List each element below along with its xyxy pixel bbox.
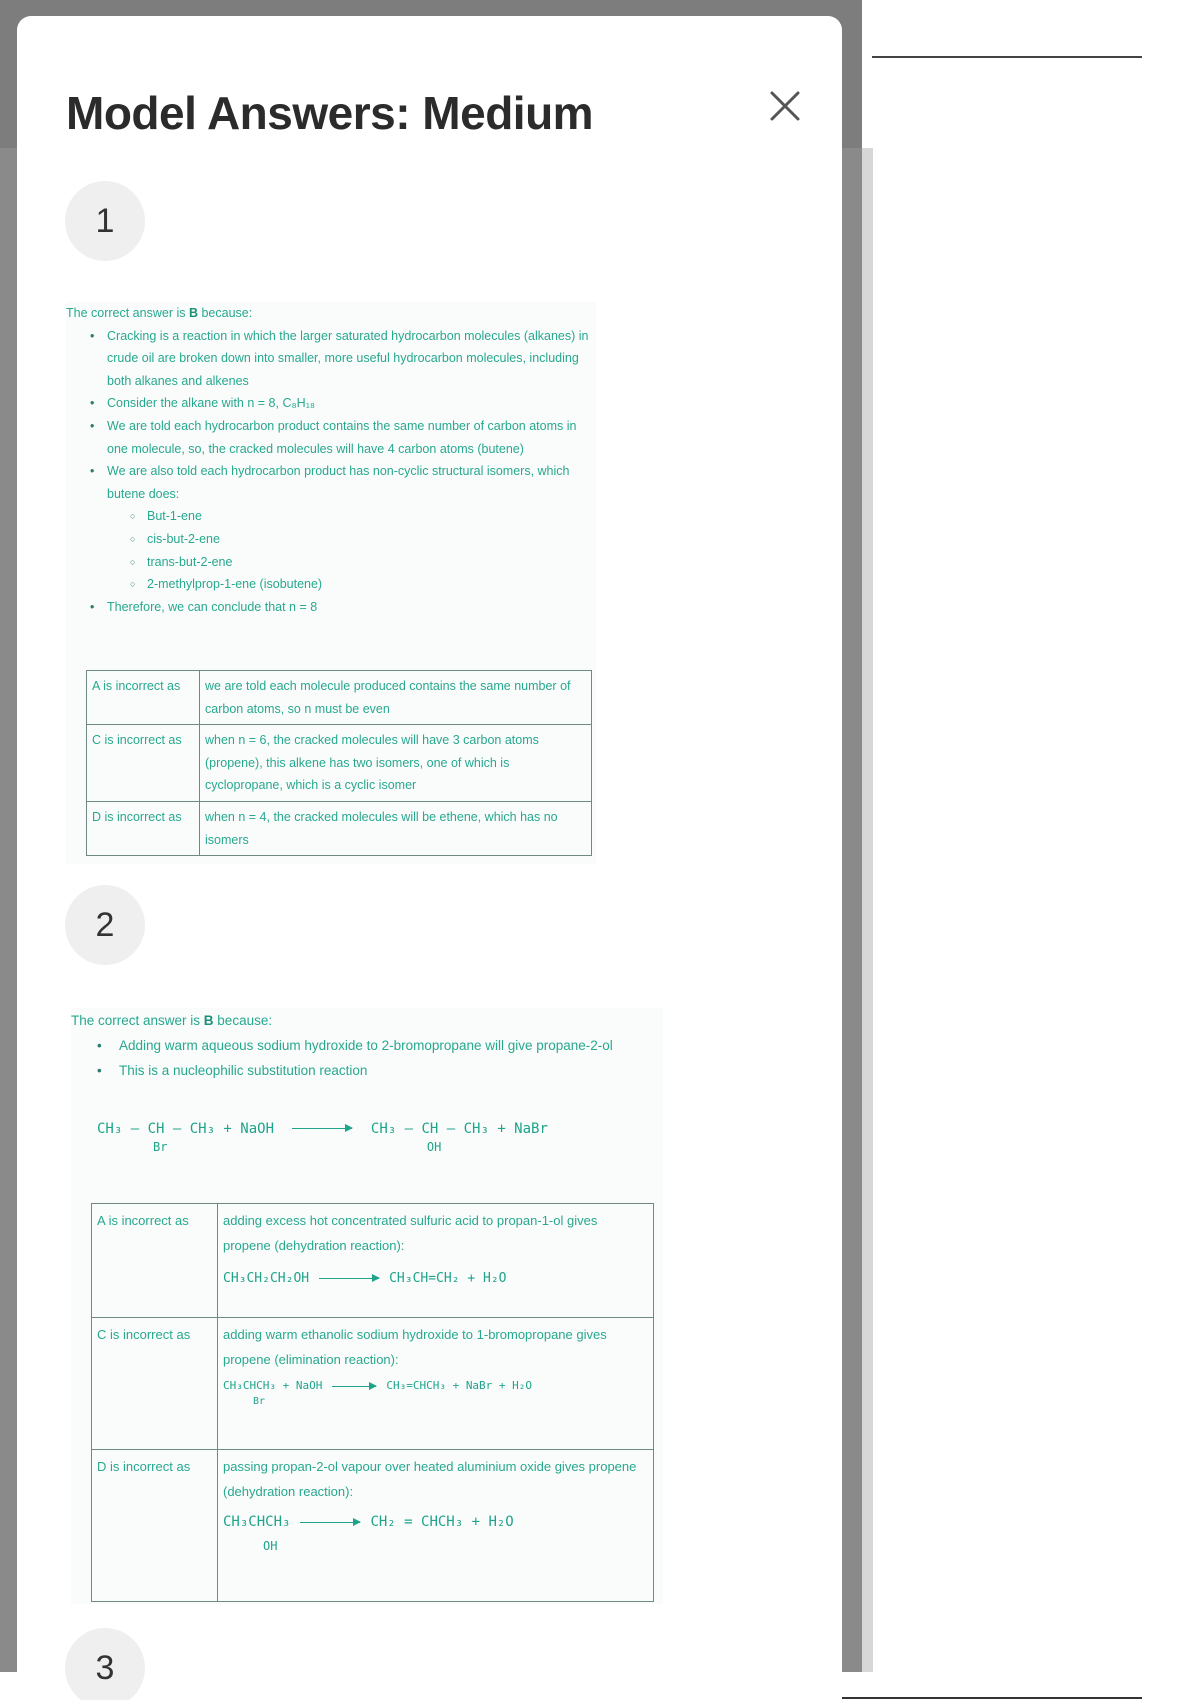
option-label: C is incorrect as — [87, 725, 200, 802]
equation-reactants: CH₃ — CH — CH₃ + NaOH — [97, 1121, 275, 1137]
option-reason-cell — [218, 1450, 654, 1602]
answer-conclusion: • Therefore, we can conclude that n = 8 — [66, 596, 596, 619]
reaction-arrow — [300, 1522, 360, 1523]
answer-bullet: • Adding warm aqueous sodium hydroxide to 2-bromopropane will give propane-2-ol — [71, 1033, 663, 1058]
answer-bullet: • We are told each hydrocarbon product contains the same number of carbon atoms in one molecule, so, the cracked molecules will have 4 carbon atoms (butene) — [66, 415, 596, 460]
equation-substituent: OH — [263, 1539, 278, 1553]
equation-products: CH₂ = CHCH₃ + H₂O — [370, 1514, 514, 1530]
isomer-list-item: ○ trans-but-2-ene — [66, 551, 596, 574]
close-button[interactable] — [755, 76, 815, 136]
option-reason: when n = 4, the cracked molecules will be ethene, which has no isomers — [200, 801, 592, 855]
question-number-badge: 3 — [65, 1628, 145, 1700]
reaction-equation — [97, 1120, 548, 1156]
model-answers-modal — [17, 16, 842, 1700]
modal-title: Model Answers: Medium — [66, 87, 594, 139]
incorrect-options-table — [86, 670, 592, 856]
table-row — [92, 1318, 654, 1450]
reaction-arrow — [292, 1128, 352, 1129]
option-reason-cell — [218, 1204, 654, 1318]
isomer-list-item: ○ But-1-ene — [66, 505, 596, 528]
equation-reactants: CH₃CHCH₃ + NaOH — [223, 1379, 323, 1392]
answer-intro: The correct answer is B because: — [66, 306, 253, 320]
incorrect-options-table — [91, 1203, 654, 1602]
option-label: A is incorrect as — [87, 671, 200, 725]
option-reason: adding excess hot concentrated sulfuric acid to propan-1-ol gives propene (dehydration reaction): — [223, 1213, 598, 1253]
option-reason: adding warm ethanolic sodium hydroxide to 1-bromopropane gives propene (elimination reaction): — [223, 1327, 607, 1367]
equation-reactants: CH₃CHCH₃ — [223, 1514, 291, 1530]
model-answer-1 — [66, 302, 596, 864]
isomer-list-item: ○ cis-but-2-ene — [66, 528, 596, 551]
equation-products: CH₃=CHCH₃ + NaBr + H₂O — [386, 1379, 533, 1392]
option-label: D is incorrect as — [92, 1450, 218, 1602]
equation-products: CH₃ — CH — CH₃ + NaBr — [370, 1121, 548, 1137]
question-number-badge: 1 — [65, 181, 145, 261]
table-row — [92, 1204, 654, 1318]
table-row — [87, 801, 592, 855]
page-scroll-edge — [862, 148, 873, 1672]
close-icon — [755, 76, 815, 136]
table-row — [87, 725, 592, 802]
answer-bullet: • Consider the alkane with n = 8, C₈H₁₈ — [66, 392, 596, 415]
reaction-equation — [223, 1378, 648, 1410]
isomer-list-item: ○ 2-methylprop-1-ene (isobutene) — [66, 573, 596, 596]
equation-substituent: Br — [153, 1140, 168, 1154]
equation-products: CH₃CH=CH₂ + H₂O — [389, 1271, 507, 1286]
reaction-arrow — [319, 1278, 379, 1279]
option-label: D is incorrect as — [87, 801, 200, 855]
model-answer-2 — [71, 1008, 663, 1604]
equation-substituent: Br — [253, 1396, 266, 1407]
answer-bullet: • This is a nucleophilic substitution reaction — [71, 1058, 663, 1083]
table-row — [87, 671, 592, 725]
answer-bullet: • We are also told each hydrocarbon product has non-cyclic structural isomers, which butene does: — [66, 460, 596, 505]
option-reason-cell — [218, 1318, 654, 1450]
answer-bullet: • Cracking is a reaction in which the larger saturated hydrocarbon molecules (alkanes) in crude oil are broken down into smaller, more useful hydrocarbon molecules, including both alkanes and alkenes — [66, 325, 596, 393]
equation-substituent: OH — [426, 1140, 442, 1154]
table-row — [92, 1450, 654, 1602]
answer-intro: The correct answer is B because: — [71, 1013, 273, 1028]
reaction-equation — [223, 1266, 648, 1291]
background-divider — [872, 56, 1142, 58]
option-reason: passing propan-2-ol vapour over heated aluminium oxide gives propene (dehydration reaction): — [223, 1459, 637, 1499]
question-number-badge: 2 — [65, 885, 145, 965]
option-label: A is incorrect as — [92, 1204, 218, 1318]
reaction-equation — [223, 1512, 648, 1556]
equation-reactants: CH₃CH₂CH₂OH — [223, 1271, 310, 1286]
reaction-arrow — [332, 1386, 376, 1387]
option-label: C is incorrect as — [92, 1318, 218, 1450]
option-reason: we are told each molecule produced contains the same number of carbon atoms, so n must be even — [200, 671, 592, 725]
option-reason: when n = 6, the cracked molecules will have 3 carbon atoms (propene), this alkene has two isomers, one of which is cyclopropane, which is a cyclic isomer — [200, 725, 592, 802]
